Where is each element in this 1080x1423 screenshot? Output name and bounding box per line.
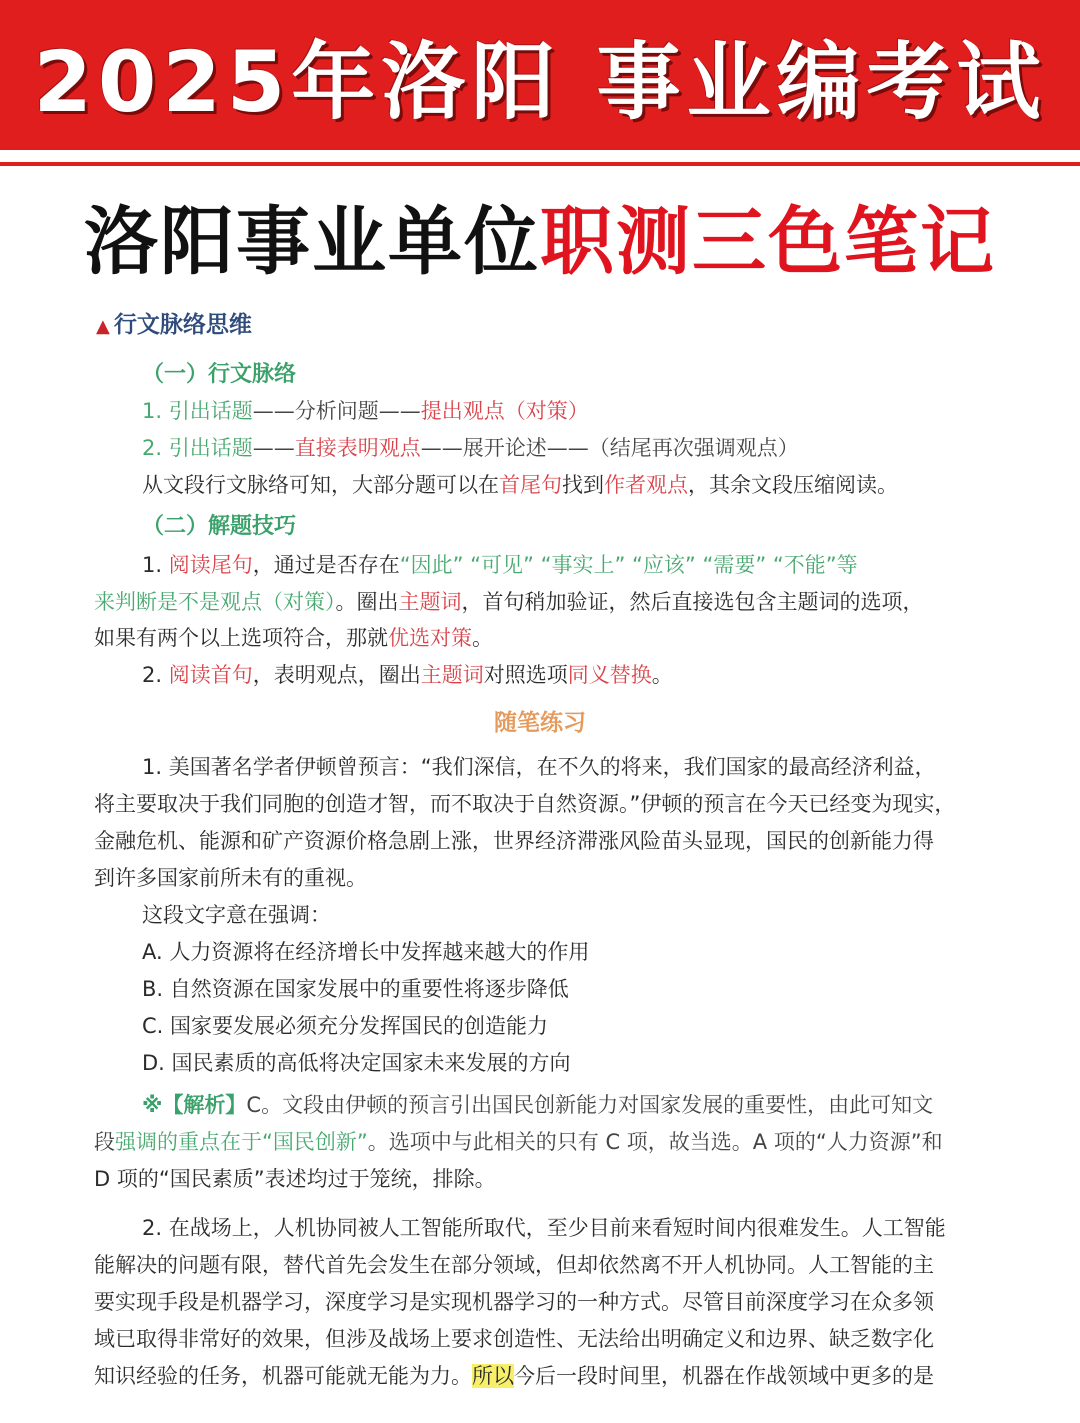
q1-prompt: 这段文字意在强调： [142,903,331,927]
highlight: 所以 [472,1364,514,1388]
q2-line-3: 要实现手段是机器学习，深度学习是实现机器学习的一种方式。尽管目前深度学习在众多领 [94,1290,934,1314]
q1-line-3: 金融危机、能源和矿产资源价格急剧上涨，世界经济滞涨风险苗头显现，国民的创新能力得 [94,829,934,853]
banner-divider [0,150,1080,162]
part1-line2: 2. 引出话题——直接表明观点——展开论述——（结尾再次强调观点） [142,436,799,460]
q1-option-b: B. 自然资源在国家发展中的重要性将逐步降低 [142,977,569,1001]
tip1-line2: 来判断是不是观点（对策）。圈出主题词，首句稍加验证，然后直接选包含主题词的选项， [94,590,924,614]
q1-option-a: A. 人力资源将在经济增长中发挥越来越大的作用 [142,940,590,964]
subtitle-black: 洛阳事业单位 [84,199,540,285]
q2-line-1: 2. 在战场上，人机协同被人工智能所取代，至少目前来看短时间内很难发生。人工智能 [142,1216,946,1240]
q1-option-c: C. 国家要发展必须充分发挥国民的创造能力 [142,1014,549,1038]
q2-line-5: 知识经验的任务，机器可能就无能为力。所以今后一段时间里，机器在作战领域中更多的是 [94,1364,934,1388]
q2-line-4: 域已取得非常好的效果，但涉及战场上要求创造性、无法给出明确定义和边界、缺乏数字化 [94,1327,934,1351]
q1-analysis-line3: D 项的“国民素质”表述均过于笼统，排除。 [94,1167,496,1191]
q2-line-2: 能解决的问题有限，替代首先会发生在部分领域，但却依然离不开人机协同。人工智能的主 [94,1253,934,1277]
q1-line-4: 到许多国家前所未有的重视。 [94,866,367,890]
analysis-label: ※【解析】 [142,1093,247,1117]
tip2-line: 2. 阅读首句，表明观点，圈出主题词对照选项同义替换。 [142,663,673,687]
q1-line-2: 将主要取决于我们同胞的创造才智，而不取决于自然资源。”伊顿的预言在今天已经变为现实， [94,792,956,816]
triangle-icon: ▲ [96,316,110,337]
subtitle-red: 职测三色笔记 [540,199,996,285]
tip1-line3: 如果有两个以上选项符合，那就优选对策。 [94,626,493,650]
banner-divider-red [0,162,1080,166]
banner-title: 2025年洛阳 事业编考试 [33,32,1047,131]
practice-title: 随笔练习 [494,710,586,736]
title-banner [0,0,1080,150]
part1-line1: 1. 引出话题——分析问题——提出观点（对策） [142,399,589,423]
subtitle [0,186,1080,286]
section-heading: ▲ 行文脉络思维 [96,312,252,338]
q1-analysis-line1: ※【解析】C。文段由伊顿的预言引出国民创新能力对国家发展的重要性，由此可知文 [142,1093,934,1117]
tip1-line1: 1. 阅读尾句，通过是否存在“因此” “可见” “事实上” “应该” “需要” “不能”等 [142,553,858,577]
q1-analysis-line2: 段强调的重点在于“国民创新”。选项中与此相关的只有 C 项，故当选。A 项的“人力资源”和 [94,1130,943,1154]
q1-line-1: 1. 美国著名学者伊顿曾预言：“我们深信，在不久的将来，我们国家的最高经济利益， [142,755,936,779]
part2-heading: （二）解题技巧 [142,514,297,539]
q1-option-d: D. 国民素质的高低将决定国家未来发展的方向 [142,1051,571,1075]
part1-heading: （一）行文脉络 [142,362,297,387]
part1-line3: 从文段行文脉络可知，大部分题可以在首尾句找到作者观点，其余文段压缩阅读。 [142,473,898,497]
